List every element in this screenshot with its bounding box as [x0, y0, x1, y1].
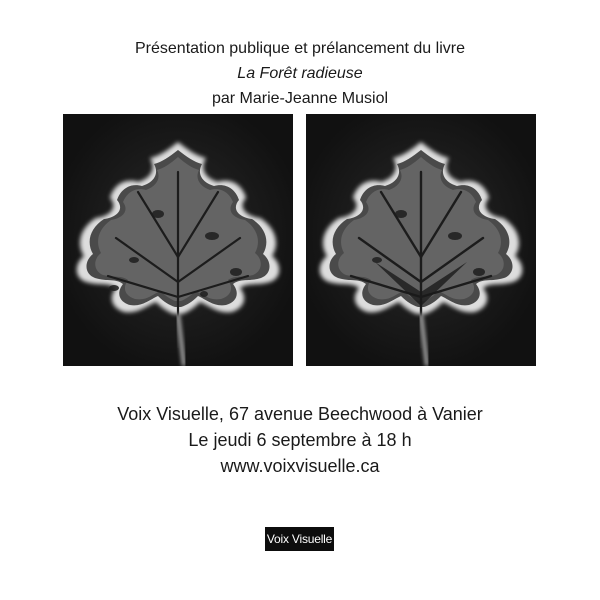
leaf-photo-left: [63, 114, 293, 366]
leaf-image-right: [306, 114, 536, 366]
leaf-photo-right: [306, 114, 536, 366]
book-title: La Forêt radieuse: [237, 65, 363, 82]
website-link[interactable]: www.voixvisuelle.ca: [220, 456, 380, 476]
leaf-image-left: [63, 114, 293, 366]
event-title: Présentation publique et prélancement du livre: [135, 40, 465, 57]
event-date: Le jeudi 6 septembre à 18 h: [188, 430, 412, 450]
voix-visuelle-logo: Voix Visuelle: [265, 527, 334, 551]
event-header: [0, 36, 600, 111]
venue-address: Voix Visuelle, 67 avenue Beechwood à Vanier: [117, 404, 483, 424]
author-line: par Marie-Jeanne Musiol: [211, 90, 389, 107]
event-details: [0, 401, 600, 479]
